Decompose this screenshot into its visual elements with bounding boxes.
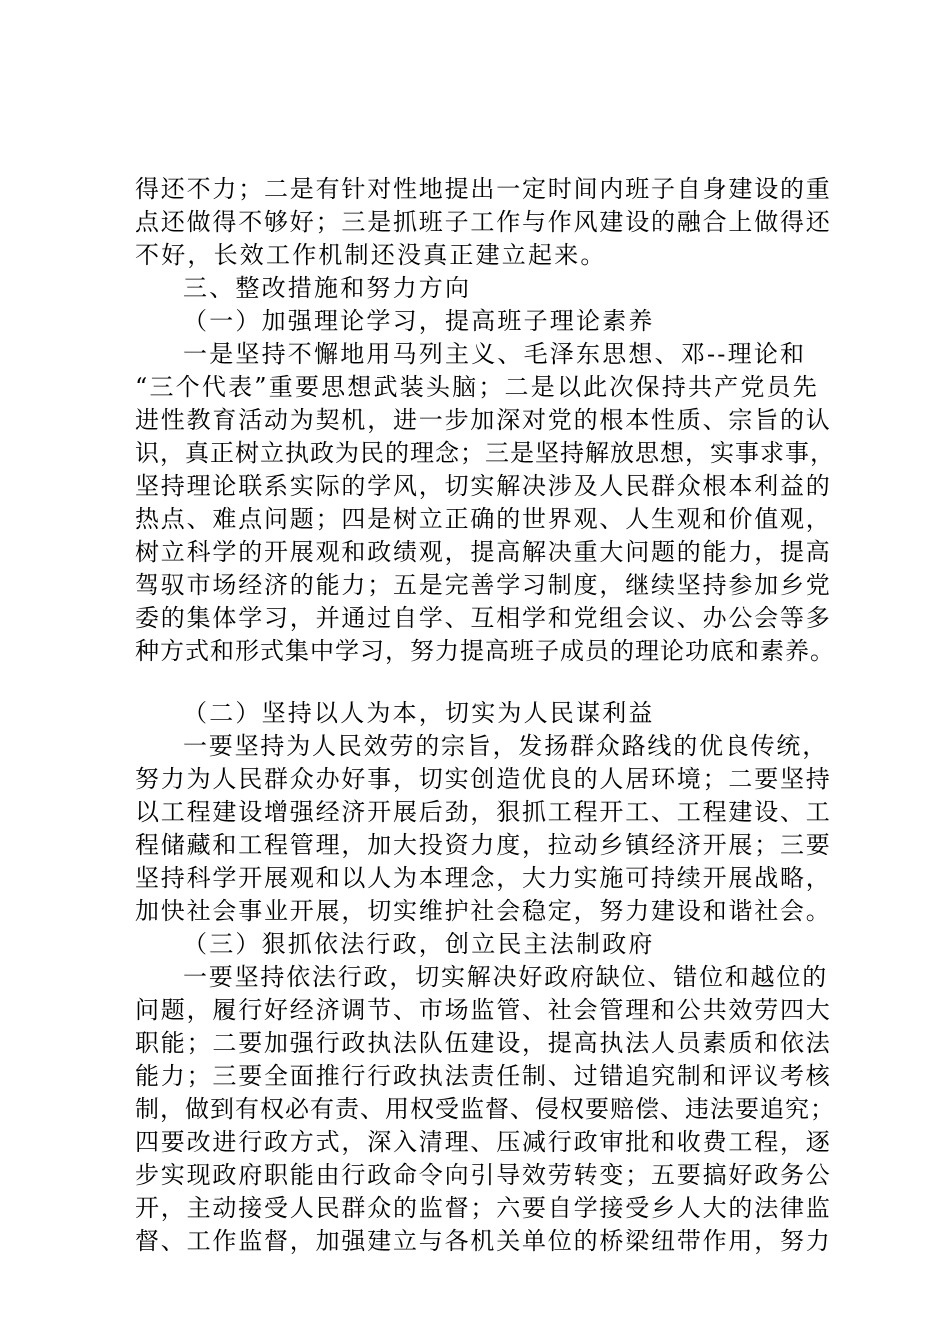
text-line: 职能；二要加强行政执法队伍建设，提高执法人员素质和依法 xyxy=(135,1029,832,1057)
text-line: 能力；三要全面推行行政执法责任制、过错追究制和评议考核 xyxy=(135,1062,832,1090)
text-line: 制，做到有权必有责、用权受监督、侵权要赔偿、违法要追究； xyxy=(135,1095,835,1123)
text-line: 一是坚持不懈地用马列主义、毛泽东思想、邓--理论和 xyxy=(183,340,807,368)
text-line: 坚持理论联系实际的学风，切实解决涉及人民群众根本利益的 xyxy=(135,472,832,500)
text-line: 一要坚持为人民效劳的宗旨，发扬群众路线的优良传统， xyxy=(183,732,828,760)
text-line: 步实现政府职能由行政命令向引导效劳转变；五要搞好政务公 xyxy=(135,1161,832,1189)
text-line: 开，主动接受人民群众的监督；六要自学接受乡人大的法律监 xyxy=(135,1194,832,1222)
text-line: 四要改进行政方式，深入清理、压减行政审批和收费工程，逐 xyxy=(135,1128,832,1156)
text-line: 不好，长效工作机制还没真正建立起来。 xyxy=(135,241,607,269)
text-line: “三个代表”重要思想武装头脑；二是以此次保持共产党员先 xyxy=(135,373,819,401)
subsection-heading: （二）坚持以人为本，切实为人民谋利益 xyxy=(183,699,655,727)
section-heading: 三、整改措施和努力方向 xyxy=(183,274,472,302)
text-line: 树立科学的开展观和政绩观，提高解决重大问题的能力，提高 xyxy=(135,538,832,566)
text-line: 问题，履行好经济调节、市场监管、社会管理和公共效劳四大 xyxy=(135,996,832,1024)
text-line: 坚持科学开展观和以人为本理念，大力实施可持续开展战略， xyxy=(135,864,832,892)
subsection-heading: （一）加强理论学习，提高班子理论素养 xyxy=(183,307,655,335)
text-line: 驾驭市场经济的能力；五是完善学习制度，继续坚持参加乡党 xyxy=(135,571,832,599)
text-line: 督、工作监督，加强建立与各机关单位的桥梁纽带作用，努力 xyxy=(135,1227,832,1255)
text-line: 热点、难点问题；四是树立正确的世界观、人生观和价值观， xyxy=(135,505,832,533)
text-line: 识，真正树立执政为民的理念；三是坚持解放思想，实事求事， xyxy=(135,439,835,467)
text-line: 点还做得不够好；三是抓班子工作与作风建设的融合上做得还 xyxy=(135,208,832,236)
subsection-heading: （三）狠抓依法行政，创立民主法制政府 xyxy=(183,930,655,958)
text-line: 程储藏和工程管理，加大投资力度，拉动乡镇经济开展；三要 xyxy=(135,831,832,859)
text-line: 委的集体学习，并通过自学、互相学和党组会议、办公会等多 xyxy=(135,604,832,632)
text-line: 加快社会事业开展，切实维护社会稳定，努力建设和谐社会。 xyxy=(135,897,832,925)
text-line: 种方式和形式集中学习，努力提高班子成员的理论功底和素养。 xyxy=(135,637,835,665)
text-line: 以工程建设增强经济开展后劲，狠抓工程开工、工程建设、工 xyxy=(135,798,832,826)
text-line: 努力为人民群众办好事，切实创造优良的人居环境；二要坚持 xyxy=(135,765,832,793)
text-line: 一要坚持依法行政，切实解决好政府缺位、错位和越位的 xyxy=(183,963,828,991)
text-line: 得还不力；二是有针对性地提出一定时间内班子自身建设的重 xyxy=(135,175,832,203)
text-line: 进性教育活动为契机，进一步加深对党的根本性质、宗旨的认 xyxy=(135,406,832,434)
